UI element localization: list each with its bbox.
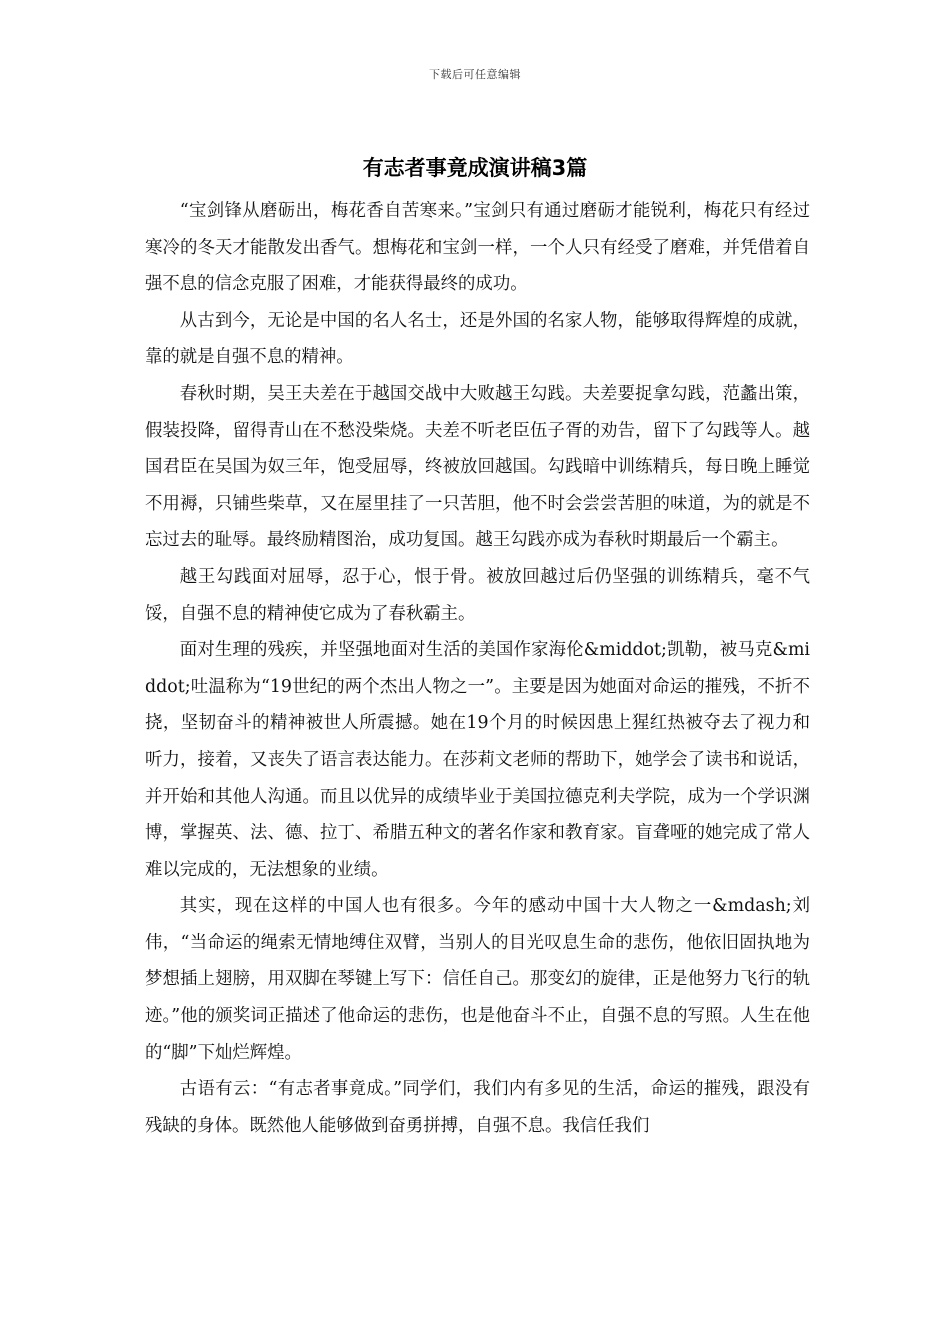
- paragraph: “宝剑锋从磨砺出，梅花香自苦寒来。”宝剑只有通过磨砺才能锐利，梅花只有经过寒冷的冬天才能散发出香气。想梅花和宝剑一样，一个人只有经受了磨难，并凭借着自强不息的信念克服了困难，才能获得最终的成功。: [145, 201, 810, 295]
- paragraph: 越王勾践面对屈辱，忍于心，恨于骨。被放回越过后仍坚强的训练精兵，毫不气馁，自强不息的精神使它成为了春秋霸主。: [145, 566, 810, 624]
- paragraph: 古语有云：“有志者事竟成。”同学们，我们内有多见的生活，命运的摧残，跟没有残缺的身体。既然他人能够做到奋勇拼搏，自强不息。我信任我们: [145, 1079, 810, 1136]
- document-title: 有志者事竟成演讲稿3篇: [362, 156, 588, 180]
- paragraph: 从古到今，无论是中国的名人名士，还是外国的名家人物，能够取得辉煌的成就，靠的就是自强不息的精神。: [145, 310, 810, 368]
- paragraph: 其实，现在这样的中国人也有很多。今年的感动中国十大人物之一&mdash;刘伟，“当命运的绳索无情地缚住双臂，当别人的目光叹息生命的悲伤，他依旧固执地为梦想插上翅膀，用双脚在琴键上写下：信任自己。那变幻的旋律，正是他努力飞行的轨迹。”他的颁奖词正描述了他命运的悲伤，也是他奋斗不止，自强不息的写照。人生在他的“脚”下灿烂辉煌。: [145, 896, 810, 1063]
- document-body: [145, 193, 810, 1144]
- paragraph: 春秋时期，吴王夫差在于越国交战中大败越王勾践。夫差要捉拿勾践，范蠡出策，假装投降，留得青山在不愁没柴烧。夫差不听老臣伍子胥的劝告，留下了勾践等人。越国君臣在吴国为奴三年，饱受屈辱，终被放回越国。勾践暗中训练精兵，每日晚上睡觉不用褥，只铺些柴草，又在屋里挂了一只苦胆，他不时会尝尝苦胆的味道，为的就是不忘过去的耻辱。最终励精图治，成功复国。越王勾践亦成为春秋时期最后一个霸主。: [145, 383, 810, 551]
- header-note: 下载后可任意编辑: [429, 68, 521, 81]
- paragraph: 面对生理的残疾，并坚强地面对生活的美国作家海伦&middot;凯勒，被马克&middot;吐温称为“19世纪的两个杰出人物之一”。主要是因为她面对命运的摧残，不折不挠，坚韧奋斗的精神被世人所震撼。她在19个月的时候因患上猩红热被夺去了视力和听力，接着，又丧失了语言表达能力。在莎莉文老师的帮助下，她学会了读书和说话，并开始和其他人沟通。而且以优异的成绩毕业于美国拉德克利夫学院，成为一个学识渊博，掌握英、法、德、拉丁、希腊五种文的著名作家和教育家。盲聋哑的她完成了常人难以完成的，无法想象的业绩。: [145, 640, 810, 880]
